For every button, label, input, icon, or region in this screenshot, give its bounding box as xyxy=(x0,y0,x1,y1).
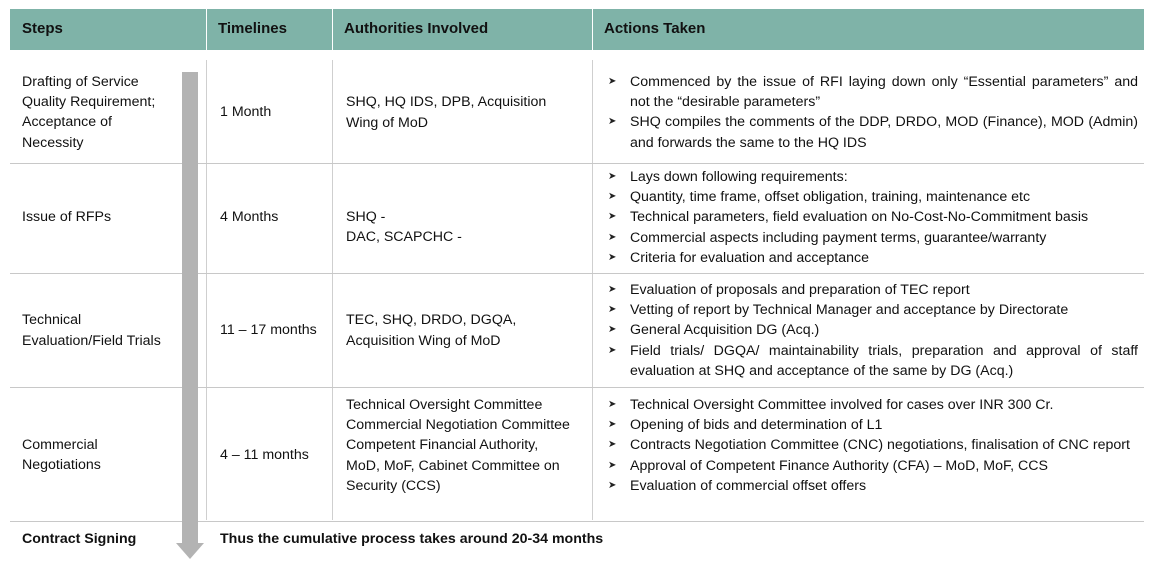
timeline-cell: 1 Month xyxy=(220,104,272,121)
triangle-bullet-icon: ➤ xyxy=(608,324,617,336)
list-item: ➤ Contracts Negotiation Committee (CNC) negotiations, finalisation of CNC report xyxy=(604,435,1138,455)
column-divider xyxy=(592,60,593,520)
triangle-bullet-icon: ➤ xyxy=(608,211,617,223)
actions-list xyxy=(604,280,1138,381)
list-item: ➤ Criteria for evaluation and acceptance xyxy=(604,248,1138,268)
header-actions: Actions Taken xyxy=(604,20,706,37)
authorities-cell: SHQ - DAC, SCAPCHC - xyxy=(346,209,462,246)
list-item: ➤ Field trials/ DGQA/ maintainability trials, preparation and approval of staff evaluation at SHQ and acceptance of the same by DG (Acq.) xyxy=(608,342,1138,379)
triangle-bullet-icon: ➤ xyxy=(608,419,617,431)
triangle-bullet-icon: ➤ xyxy=(608,231,617,243)
row-divider xyxy=(10,273,1144,274)
list-item: ➤ SHQ compiles the comments of the DDP, DRDO, MOD (Finance), MOD (Admin) and forwards the same to the HQ IDS xyxy=(608,114,1138,151)
header-divider xyxy=(206,9,207,50)
row-divider xyxy=(10,521,1144,522)
list-item: ➤ Approval of Competent Finance Authority (CFA) – MoD, MoF, CCS xyxy=(604,456,1138,476)
triangle-bullet-icon: ➤ xyxy=(608,304,617,316)
triangle-bullet-icon: ➤ xyxy=(608,76,617,87)
triangle-bullet-icon: ➤ xyxy=(608,116,617,128)
row-divider xyxy=(10,163,1144,164)
list-item: ➤ Vetting of report by Technical Manager and acceptance by Directorate xyxy=(604,300,1138,320)
authorities-cell: SHQ, HQ IDS, DPB, Acquisition Wing of MoD xyxy=(346,94,547,131)
step-cell: Technical Evaluation/Field Trials xyxy=(22,312,161,349)
authorities-cell: Technical Oversight Committee Commercial Negotiation Committee Competent Financial Authority, MoD, MoF, Cabinet Committee on Security (CCS) xyxy=(346,397,570,494)
row-divider xyxy=(10,387,1144,388)
list-item: ➤ Opening of bids and determination of L1 xyxy=(604,415,1138,435)
timeline-cell: 4 Months xyxy=(220,209,279,226)
actions-list xyxy=(604,395,1138,496)
authorities-cell: TEC, SHQ, DRDO, DGQA, Acquisition Wing of MoD xyxy=(346,312,517,349)
timeline-cell: 11 – 17 months xyxy=(220,322,317,339)
triangle-bullet-icon: ➤ xyxy=(608,191,617,203)
triangle-bullet-icon: ➤ xyxy=(608,439,617,451)
list-item: ➤ Commercial aspects including payment terms, guarantee/warranty xyxy=(604,228,1138,248)
timeline-cell: 4 – 11 months xyxy=(220,446,309,463)
column-divider xyxy=(332,60,333,520)
list-item: ➤ Technical Oversight Committee involved for cases over INR 300 Cr. xyxy=(604,395,1138,415)
triangle-bullet-icon: ➤ xyxy=(608,399,617,410)
triangle-bullet-icon: ➤ xyxy=(608,284,617,295)
header-authorities: Authorities Involved xyxy=(344,20,489,37)
header-divider xyxy=(592,9,593,50)
triangle-bullet-icon: ➤ xyxy=(608,479,617,491)
list-item: ➤ General Acquisition DG (Acq.) xyxy=(604,320,1138,340)
actions-list xyxy=(604,167,1138,268)
header-timelines: Timelines xyxy=(218,20,287,37)
list-item: ➤ Evaluation of proposals and preparation of TEC report xyxy=(604,280,1138,300)
list-item: ➤ Evaluation of commercial offset offers xyxy=(604,476,1138,496)
header-steps: Steps xyxy=(22,20,63,37)
process-flow-arrow-icon xyxy=(182,72,198,545)
footer-summary: Thus the cumulative process takes around 20-34 months xyxy=(220,531,604,547)
list-item: ➤ Commenced by the issue of RFI laying down only “Essential parameters” and not the “desirable parameters” xyxy=(608,74,1138,111)
triangle-bullet-icon: ➤ xyxy=(608,344,617,356)
triangle-bullet-icon: ➤ xyxy=(608,171,617,182)
process-flow-arrowhead-icon xyxy=(176,543,204,559)
triangle-bullet-icon: ➤ xyxy=(608,251,617,263)
list-item: ➤ Lays down following requirements: xyxy=(604,167,1138,187)
actions-list xyxy=(604,72,1138,153)
step-cell: Drafting of Service Quality Requirement; Acceptance of Necessity xyxy=(22,74,156,151)
footer-step: Contract Signing xyxy=(22,531,137,547)
header-divider xyxy=(332,9,333,50)
triangle-bullet-icon: ➤ xyxy=(608,459,617,471)
table-header xyxy=(10,9,1144,50)
step-cell: Commercial Negotiations xyxy=(22,436,101,473)
column-divider xyxy=(206,60,207,520)
list-item: ➤ Quantity, time frame, offset obligation, training, maintenance etc xyxy=(604,187,1138,207)
list-item: ➤ Technical parameters, field evaluation on No-Cost-No-Commitment basis xyxy=(604,207,1138,227)
step-cell: Issue of RFPs xyxy=(22,209,112,226)
